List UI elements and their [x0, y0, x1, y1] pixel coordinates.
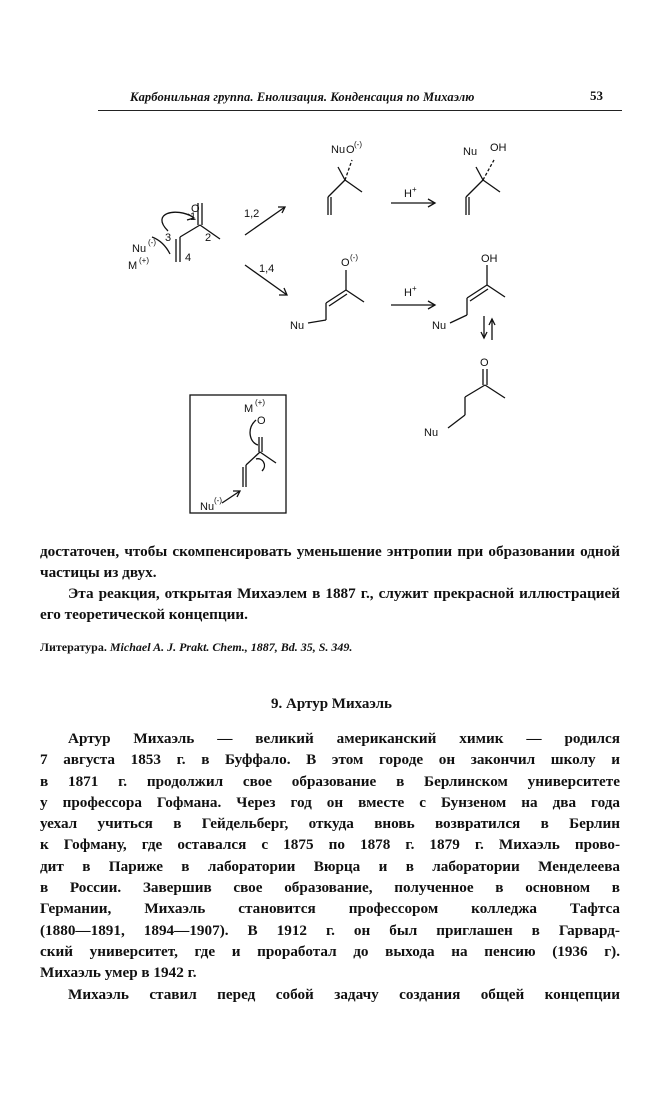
start-metal-charge: (+) — [139, 256, 149, 265]
literature-label: Литература. — [40, 640, 107, 654]
alkoxide-charge: (-) — [354, 140, 362, 149]
bio-line: Германии, Михаэль становится профессором колледжа Тафтса — [40, 900, 620, 918]
box-nu: Nu — [200, 501, 215, 513]
alkoxide-nu: Nu — [331, 144, 346, 156]
bio-line: в России. Завершив свое образование, полученное в основном в — [40, 879, 620, 897]
start-number-3: 3 — [165, 232, 172, 244]
literature-reference — [40, 640, 352, 655]
box-metal-charge: (+) — [255, 398, 265, 407]
box-oxygen: O — [257, 415, 266, 427]
start-oxygen: O — [191, 203, 200, 215]
bio-line: Артур Михаэль — великий американский химик — родился — [68, 730, 620, 747]
h-plus-2: H+ — [404, 284, 417, 299]
ketone-product — [448, 369, 505, 428]
running-header-title: Карбонильная группа. Енолизация. Конденсация по Михаэлю — [130, 90, 475, 104]
box-nu-charge: (-) — [214, 496, 222, 505]
reaction-scheme — [0, 115, 663, 530]
h-plus-1: H+ — [404, 185, 417, 200]
bio-line: дит в Париже в лаборатории Вюрца и в лаборатории Менделеева — [40, 857, 620, 875]
enol-product — [450, 265, 505, 323]
label-1-2-addition: 1,2 — [244, 208, 260, 220]
section-title: 9. Артур Михаэль — [271, 696, 392, 712]
start-nu-charge: (-) — [148, 238, 156, 247]
enolate-oxygen: O — [341, 257, 350, 269]
enolate-charge: (-) — [350, 253, 358, 262]
bio-line: к Гофману, где оставался с 1875 по 1878 г. 1879 г. Михаэль прово- — [40, 836, 620, 854]
bio-line: ский университет, где и проработал до выхода на пенсию (1936 г). — [40, 942, 620, 960]
start-number-2: 2 — [205, 232, 212, 244]
bio-line: уехал учиться в Гейдельберг, откуда вновь возвратился в Берлин — [40, 815, 620, 833]
bio-line: 7 августа 1853 г. в Буффало. В этом городе он закончил школу и — [40, 751, 620, 769]
bio-line: в 1871 г. продолжил свое образование в Берлинском университете — [40, 772, 620, 790]
paragraph-entropy: достаточен, чтобы скомпенсировать уменьшение энтропии при образовании одной частицы из двух. — [40, 543, 620, 581]
paragraph-michael-reaction: Эта реакция, открытая Михаэлем в 1887 г., служит прекрасной иллюстрацией его теоретической концепции. — [40, 585, 620, 623]
alcohol-nu: Nu — [463, 146, 478, 158]
alcohol-oh: OH — [490, 142, 507, 154]
alcohol-product — [466, 160, 500, 215]
start-number-4: 4 — [185, 252, 192, 264]
enolate-product — [308, 270, 364, 323]
ketone-oxygen: O — [480, 357, 489, 369]
enol-nu: Nu — [432, 320, 447, 332]
enol-oh: OH — [481, 253, 498, 265]
enolate-nu: Nu — [290, 320, 305, 332]
box-metal: M — [244, 403, 254, 415]
alkoxide-product — [328, 160, 362, 215]
bio-line: Михаэль умер в 1942 г. — [40, 964, 197, 982]
alkoxide-oxygen: O — [346, 144, 355, 156]
bio-line: (1880—1891, 1894—1907). В 1912 г. он был приглашен в Гарвард- — [40, 921, 620, 939]
biography — [40, 728, 620, 1005]
bio-line: у профессора Гофмана. Через год он вместе с Бунзеном на два года — [40, 793, 620, 811]
page-number: 53 — [590, 88, 603, 103]
label-1-4-addition: 1,4 — [259, 263, 275, 275]
start-nu: Nu — [132, 243, 147, 255]
mechanism-molecule — [222, 420, 276, 503]
header-rule — [98, 110, 622, 111]
start-number-1: 1 — [190, 211, 197, 223]
literature-text: Michael A. J. Prakt. Chem., 1887, Bd. 35, S. 349. — [109, 640, 353, 654]
bio-line: Михаэль ставил перед собой задачу создания общей концепции — [68, 985, 620, 1003]
ketone-nu: Nu — [424, 427, 439, 439]
start-metal: M — [128, 260, 138, 272]
